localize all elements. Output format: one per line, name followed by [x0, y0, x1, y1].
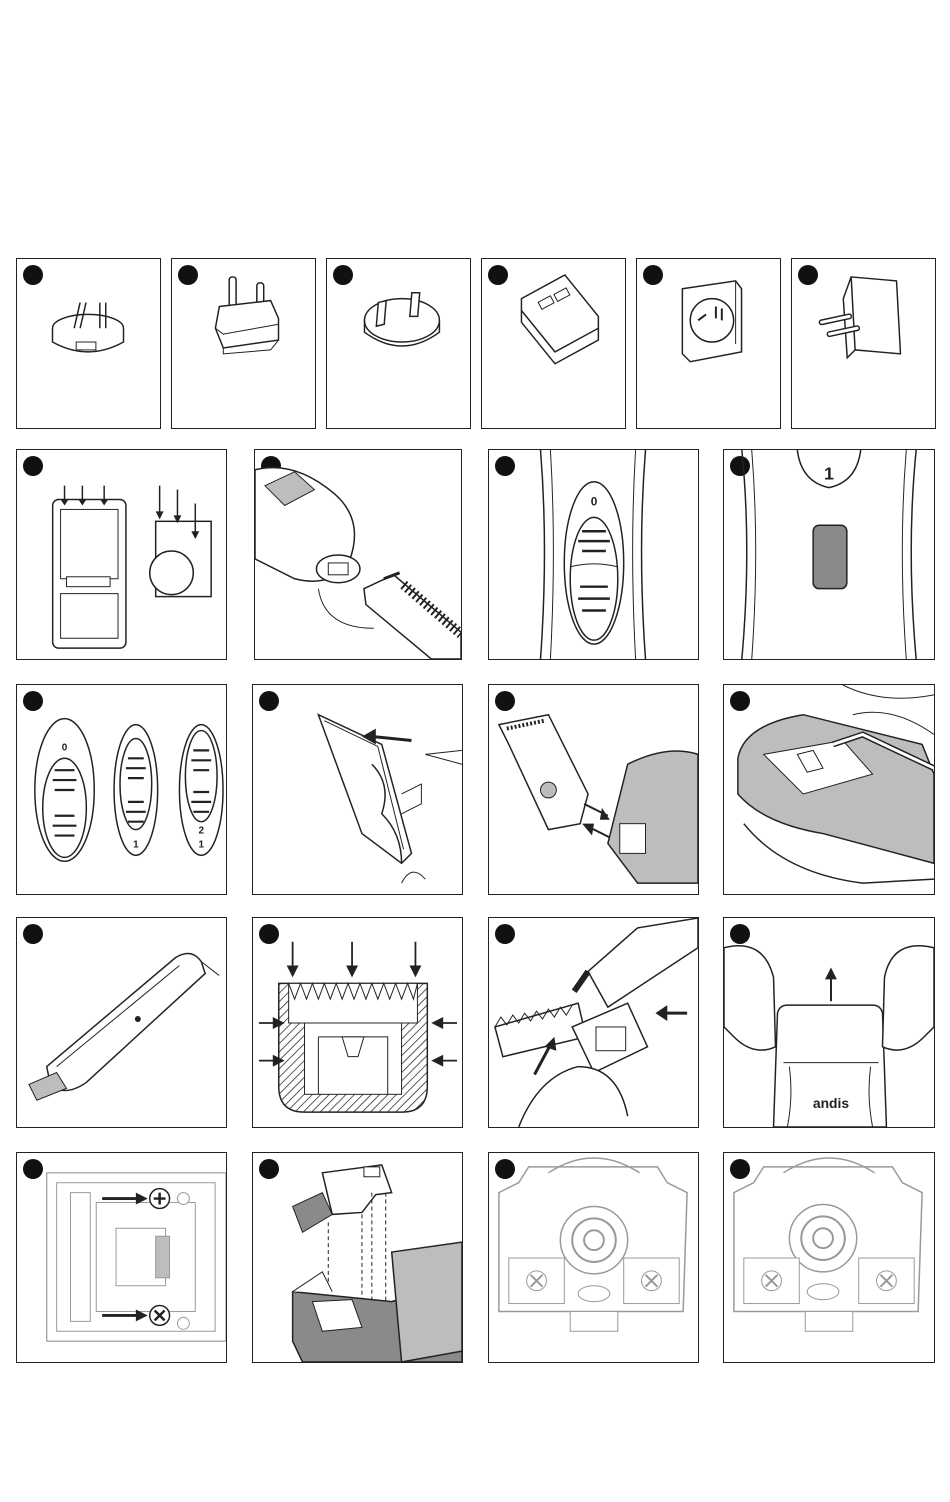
- blade-alignment-illustration: [253, 918, 462, 1127]
- speed-settings-illustration: [17, 685, 226, 894]
- adapter-eu-illustration: [172, 259, 315, 428]
- brand-logo-text: andis: [812, 1095, 850, 1112]
- adapter-au3-illustration: [637, 259, 780, 428]
- step-panel-oil-blade: [488, 917, 699, 1128]
- switch-label-off: 0: [590, 494, 598, 509]
- step-panel-adapter-eu: [171, 258, 316, 429]
- switch-label-low: 1: [824, 463, 834, 484]
- step-panel-plug-cord: [254, 449, 462, 660]
- step-panel-blade-set-a: [488, 1152, 699, 1363]
- step-panel-attach-adapter: [16, 449, 227, 660]
- blade-screws-illustration: [17, 1153, 226, 1362]
- step-panel-blade-insert: [488, 684, 699, 895]
- switch-label-low: 1: [198, 839, 204, 851]
- clipper-view-illustration: [17, 918, 226, 1127]
- adapter-us-illustration: [482, 259, 625, 428]
- step-panel-adapter-eu2: [791, 258, 936, 429]
- oil-blade-illustration: [489, 918, 698, 1127]
- step-panel-adapter-au3: [636, 258, 781, 429]
- blade-insert-illustration: [489, 685, 698, 894]
- adapter-au2-illustration: [327, 259, 470, 428]
- blade-set-a-illustration: [489, 1153, 698, 1362]
- remove-cover-illustration: [724, 918, 934, 1127]
- step-panel-switch-off: [488, 449, 699, 660]
- step-panel-blade-set-b: [723, 1152, 935, 1363]
- step-panel-adapter-au: [16, 258, 161, 429]
- adapter-eu2-illustration: [792, 259, 935, 428]
- step-panel-remove-cover: [723, 917, 935, 1128]
- step-panel-hold-clipper: [723, 684, 935, 895]
- step-panel-adapter-us: [481, 258, 626, 429]
- step-panel-speed-settings: [16, 684, 227, 895]
- hold-clipper-illustration: [724, 685, 934, 894]
- blade-drive-illustration: [253, 1153, 462, 1362]
- step-panel-blade-screws: [16, 1152, 227, 1363]
- adapter-au-illustration: [17, 259, 160, 428]
- blade-set-b-illustration: [724, 1153, 934, 1362]
- step-panel-clipper-view: [16, 917, 227, 1128]
- switch-position-high: [179, 725, 223, 856]
- step-panel-blade-alignment: [252, 917, 463, 1128]
- switch-off-illustration: [489, 450, 698, 659]
- switch-label-high: 2: [198, 825, 204, 837]
- switch-label-low: 1: [133, 839, 139, 851]
- step-panel-blade-attach: [252, 684, 463, 895]
- switch-position-off: [35, 719, 94, 862]
- switch-label-off: 0: [61, 742, 68, 754]
- step-panel-charge-indicator: [723, 449, 935, 660]
- attach-adapter-illustration: [17, 450, 226, 659]
- switch-position-low: [114, 725, 158, 856]
- step-panel-blade-drive: [252, 1152, 463, 1363]
- charge-indicator-illustration: [724, 450, 934, 659]
- step-panel-adapter-au2: [326, 258, 471, 429]
- plug-cord-illustration: [255, 450, 461, 659]
- blade-attach-illustration: [253, 685, 462, 894]
